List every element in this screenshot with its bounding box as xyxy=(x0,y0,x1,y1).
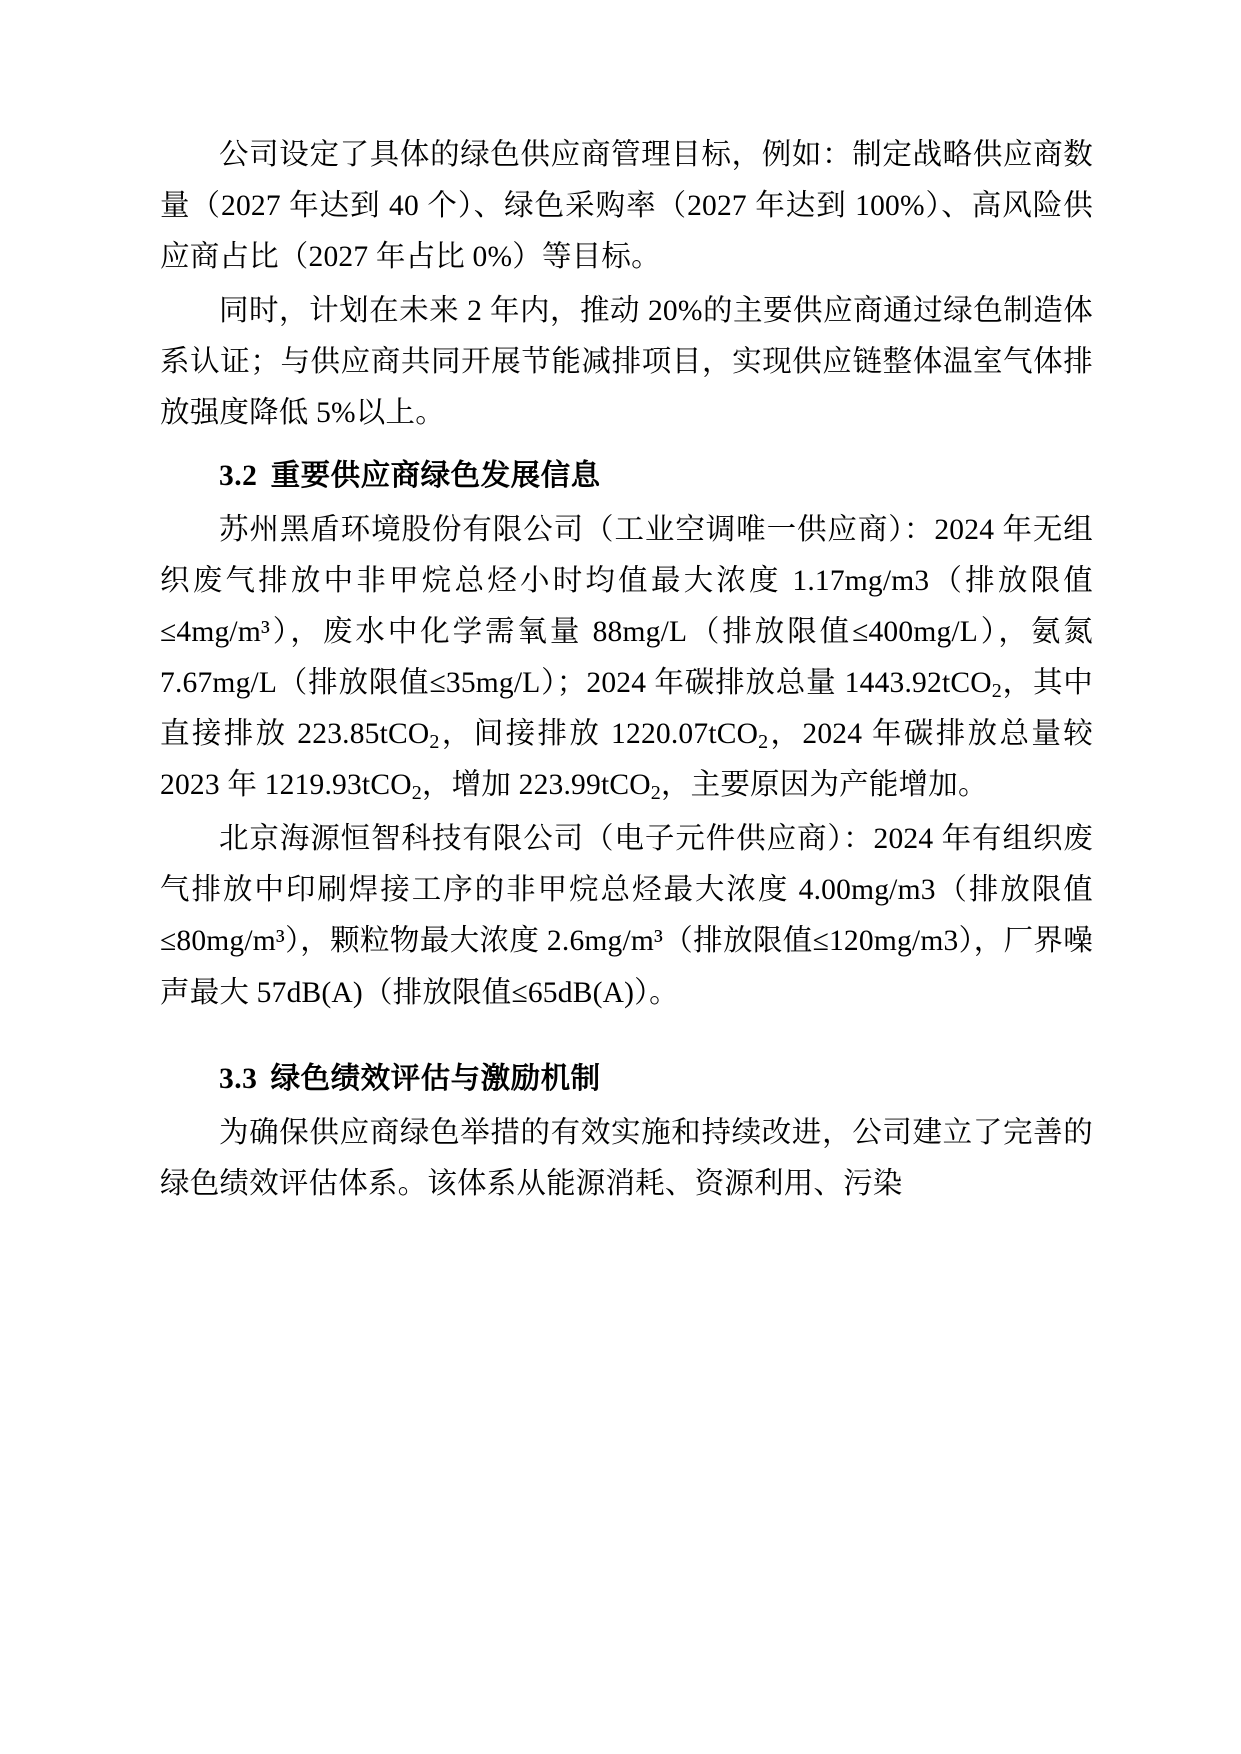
heading-3-2-number: 3.2 xyxy=(219,460,258,493)
heidun-seg-2: ，其中直接排放 223.85tCO xyxy=(160,667,1093,751)
heidun-sub-1: 2 xyxy=(991,680,1002,703)
heidun-sub-2: 2 xyxy=(429,731,440,754)
paragraph-two-year-plan: 同时，计划在未来 2 年内，推动 20%的主要供应商通过绿色制造体系认证；与供应商共同开展节能减排项目，实现供应链整体温室气体排放强度降低 5%以上。 xyxy=(160,295,1093,430)
heidun-seg-4: ，2024 年碳排放总量较 2023 年 1219.93tCO xyxy=(160,718,1093,802)
document-body xyxy=(160,130,1093,1210)
paragraph-green-performance: 为确保供应商绿色举措的有效实施和持续改进，公司建立了完善的绿色绩效评估体系。该体系从能源消耗、资源利用、污染 xyxy=(160,1116,1093,1200)
heidun-seg-3: ，间接排放 1220.07tCO xyxy=(439,718,759,751)
heidun-sub-3: 2 xyxy=(758,731,769,754)
heading-3-3-number: 3.3 xyxy=(219,1062,258,1095)
heidun-sub-5: 2 xyxy=(650,782,661,805)
heading-3-2 xyxy=(160,450,1093,502)
heading-3-3 xyxy=(160,1053,1093,1105)
paragraph-suzhou-heidun xyxy=(160,505,1093,811)
heidun-seg-1: 苏州黑盾环境股份有限公司（工业空调唯一供应商）：2024 年无组织废气排放中非甲烷总烃小时均值最大浓度 1.17mg/m3（排放限值≤4mg/m³），废水中化学需氧量 88mg/L（排放限值≤400mg/L），氨氮 7.67mg/L（排放限值≤35mg/L）；2024 年碳排放总量 1443.92tCO xyxy=(160,514,1093,700)
paragraph-green-supplier-targets: 公司设定了具体的绿色供应商管理目标，例如：制定战略供应商数量（2027 年达到 40 个）、绿色采购率（2027 年达到 100%）、高风险供应商占比（2027 年占比 0%）等目标。 xyxy=(160,139,1093,274)
heading-3-2-title: 重要供应商绿色发展信息 xyxy=(270,458,601,493)
heading-3-3-title: 绿色绩效评估与激励机制 xyxy=(270,1060,601,1095)
section-spacer xyxy=(160,1021,1093,1041)
heidun-seg-6: ，主要原因为产能增加。 xyxy=(660,769,988,802)
paragraph-beijing-haiyuan: 北京海源恒智科技有限公司（电子元件供应商）：2024 年有组织废气排放中印刷焊接工序的非甲烷总烃最大浓度 4.00mg/m3（排放限值≤80mg/m³），颗粒物最大浓度 2.6mg/m³（排放限值≤120mg/m3），厂界噪声最大 57dB(A)（排放限值≤65dB(A)）。 xyxy=(160,823,1093,1009)
heidun-sub-4: 2 xyxy=(411,782,422,805)
heidun-seg-5: ，增加 223.99tCO xyxy=(421,769,651,802)
